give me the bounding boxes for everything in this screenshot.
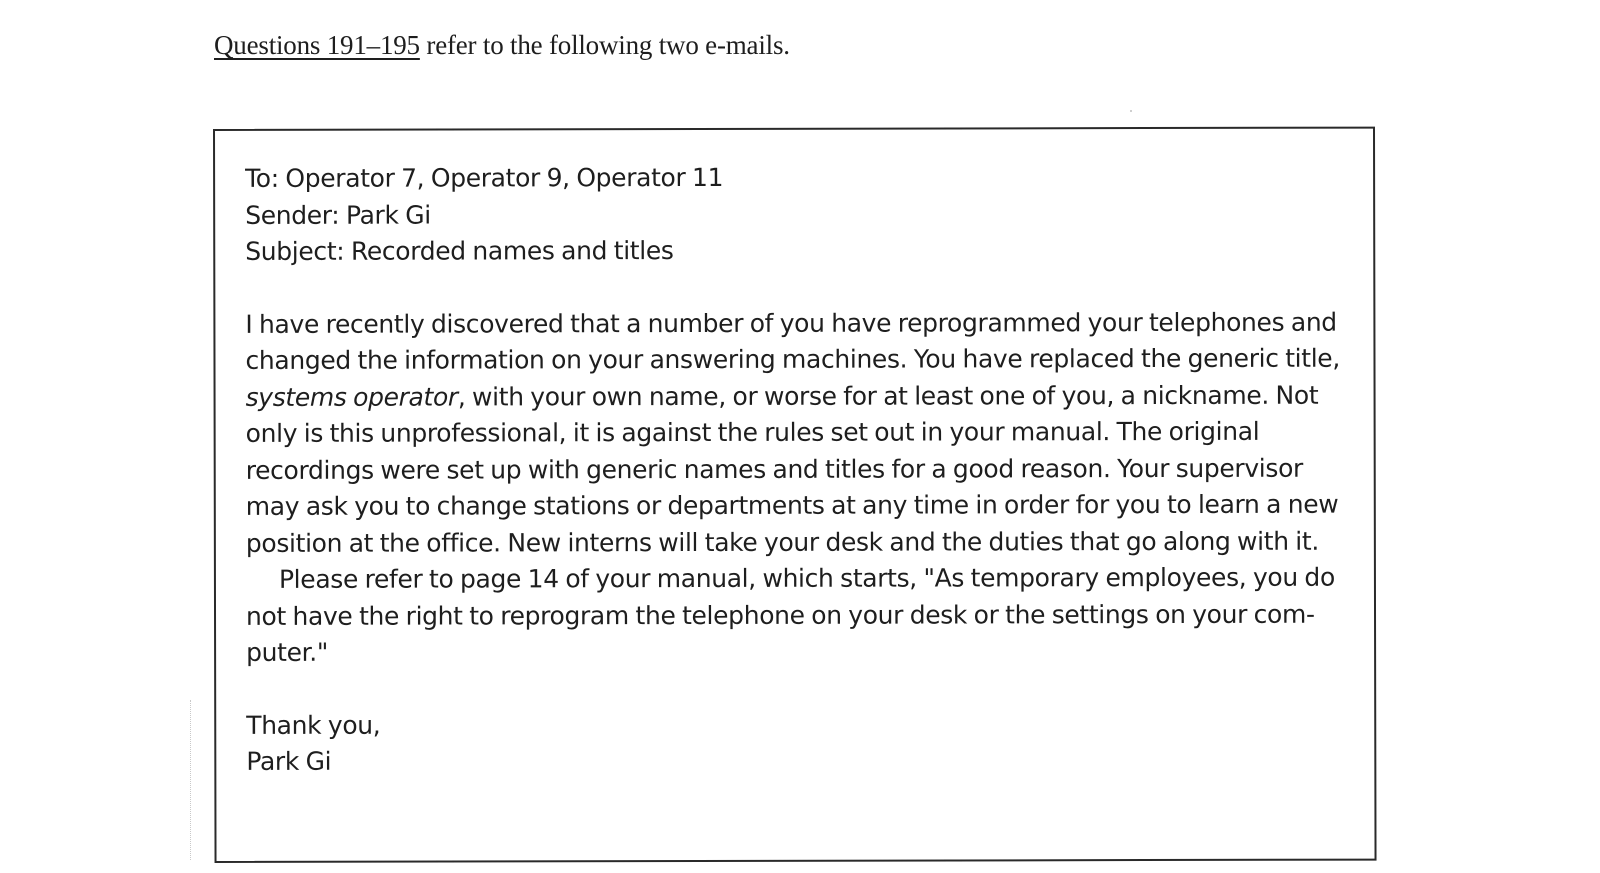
- email-to-line: [245, 159, 1340, 198]
- paragraph-1-text-b: , with your own name, or worse for at least one of you, a nickname. Not only is this unprofessional, it is against the rules set out in your manual. The original recordings were set up with generic names and titles for a good reason. Your supervisor may ask you to change stations or departments at any time in order for you to learn a new position at the office. New interns will take your desk and the duties that go along with it.: [245, 380, 1339, 558]
- paragraph-1-text-a: I have recently discovered that a number of you have reprogrammed your telephones and changed the information on your answering machines. You have replaced the generic title,: [245, 307, 1340, 375]
- email-paragraph-2: [246, 560, 1341, 672]
- email-signature: Park Gi: [246, 746, 332, 776]
- subject-label: Subject:: [245, 236, 351, 266]
- scan-edge-marks: [190, 700, 193, 860]
- sender-label: Sender:: [245, 200, 346, 230]
- email-content: [245, 159, 1341, 781]
- to-label: To:: [245, 163, 286, 193]
- instruction-line: [214, 30, 790, 61]
- email-sender-line: [245, 195, 1340, 234]
- instruction-text: refer to the following two e-mails.: [419, 30, 790, 60]
- subject-value: Recorded names and titles: [350, 236, 674, 266]
- email-subject-line: [245, 232, 1340, 271]
- email-box: [213, 127, 1377, 863]
- scan-speck: [1130, 110, 1132, 112]
- paragraph-2-text-a: Please refer to page 14 of your manual, which starts, "As temporary employees, you do not have the right to reprogram the telephone on your desk or the settings on your com-: [245, 562, 1335, 631]
- paragraph-1-italic-term: systems operator: [245, 381, 458, 412]
- email-paragraph-1: [245, 304, 1341, 562]
- email-closing: Thank you,: [246, 710, 381, 740]
- question-range: Questions 191–195: [214, 30, 420, 60]
- to-value: Operator 7, Operator 9, Operator 11: [285, 162, 724, 193]
- paragraph-2-text-b: puter.": [246, 637, 329, 667]
- sender-value: Park Gi: [345, 200, 431, 230]
